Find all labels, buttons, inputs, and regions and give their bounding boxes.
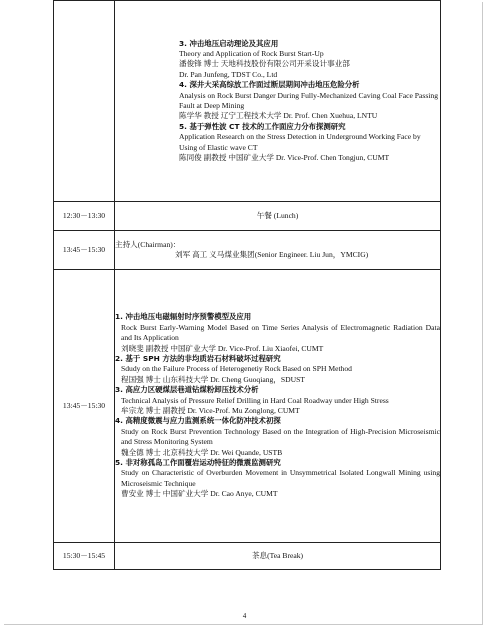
talk-author: 陈同俊 副教授 中国矿业大学 Dr. Vice-Prof. Chen Tongjun, CUMT xyxy=(179,153,390,163)
talk-author: 魏全德 博士 北京科技大学 Dr. Wei Quande, USTB xyxy=(121,447,283,457)
schedule-row-afternoon xyxy=(54,270,441,543)
talk-title: 3. 高应力区硬煤层巷道钻煤粉卸压技术分析 xyxy=(115,385,259,395)
schedule-table xyxy=(53,0,441,570)
schedule-row-morning xyxy=(54,1,441,202)
chair-name: 刘军 高工 义马煤业集团(Senior Engineer. Liu Jun，YMCIG) xyxy=(175,250,369,259)
schedule-row-lunch xyxy=(54,202,441,231)
talk-item xyxy=(115,458,440,500)
talk-item xyxy=(115,416,440,458)
talk-author: 刘晓斐 副教授 中国矿业大学 Dr. Vice-Prof. Liu Xiaofei, CUMT xyxy=(121,343,324,353)
time-cell: 13:45－15:30 xyxy=(54,270,115,543)
talk-item xyxy=(115,312,440,354)
talk-author: 牟宗龙 博士 副教授 Dr. Vice-Prof. Mu Zonglong, CUMT xyxy=(121,406,300,415)
talk-title: 2. 基于 SPH 方法的非均质岩石材料破坏过程研究 xyxy=(115,353,281,363)
schedule-row-tea xyxy=(54,543,441,570)
talk-author: 程国强 博士 山东科技大学 Dr. Cheng Guoqiang，SDUST xyxy=(121,374,305,384)
page-number: 4 xyxy=(242,612,247,620)
content-cell-afternoon xyxy=(115,270,441,543)
time-cell: 12:30－13:30 xyxy=(54,202,115,231)
talk-item xyxy=(179,122,440,164)
chair-label: 主持人(Chairman)： xyxy=(115,239,181,249)
talk-title-en: Study on Characteristic of Overburden Movement in Unsymmetrical Isolated Longwall Mining using Microseismic Technique xyxy=(121,468,440,488)
talk-title: 3. 冲击地压启动理论及其应用 xyxy=(179,38,279,48)
time-cell-empty xyxy=(54,1,115,202)
chair-cell xyxy=(115,231,441,270)
talk-title-en: Rock Burst Early-Warning Model Based on Time Series Analysis of Electromagnetic Radiation Data and Its Application xyxy=(121,322,440,343)
talk-author: 潘俊锋 博士 天地科技股份有限公司开采设计事业部 xyxy=(179,59,350,69)
talk-item xyxy=(179,80,440,122)
talk-author: 陈学华 教授 辽宁工程技术大学 Dr. Prof. Chen Xuehua, LNTU xyxy=(179,111,378,121)
talk-title: 1. 冲击地压电磁辐射时序预警模型及应用 xyxy=(115,312,252,322)
talk-title: 5. 基于弹性波 CT 技术的工作面应力分布探测研究 xyxy=(179,121,346,131)
talk-title-en: Application Research on the Stress Detection in Underground Working Face by Using of Elastic wave CT xyxy=(179,132,421,152)
talk-author: Dr. Pan Junfeng, TDST Co., Ltd xyxy=(179,69,278,79)
talk-title: 4. 深井大采高综放工作面过断层期间冲击地压危险分析 xyxy=(179,80,360,90)
talk-title-en: Study on Rock Burst Prevention Technology Based on the Integration of High-Precision Microseismic and Stress Monitoring System xyxy=(121,426,440,447)
talk-title-en: Analysis on Rock Burst Danger During Fully-Mechanized Caving Coal Face Passing Fault at Deep Mining xyxy=(179,90,438,110)
talk-item xyxy=(115,385,440,416)
schedule-row-chair xyxy=(54,231,441,270)
talk-title-en: Technical Analysis of Pressure Relief Drilling in Hard Coal Roadway under High Stress xyxy=(121,395,389,405)
time-cell: 15:30－15:45 xyxy=(54,543,115,570)
talk-item xyxy=(115,354,440,385)
tea-label: 茶息(Tea Break) xyxy=(115,543,441,570)
lunch-label: 午餐 (Lunch) xyxy=(115,202,441,231)
talk-title: 5. 非对称孤岛工作面覆岩运动特征的微震监测研究 xyxy=(115,458,281,468)
talk-title: 4. 高精度微震与应力监测系统一体化防冲技术初探 xyxy=(115,416,281,426)
talk-author: 曹安业 博士 中国矿业大学 Dr. Cao Anye, CUMT xyxy=(121,489,278,499)
talk-title-en: Theory and Application of Rock Burst Start-Up xyxy=(179,48,324,58)
time-cell: 13:45－15:30 xyxy=(54,231,115,270)
talk-item xyxy=(179,39,440,81)
talk-title-en: Sdudy on the Failure Process of Heterogenetiy Rock Based on SPH Method xyxy=(121,364,352,374)
content-cell-morning xyxy=(115,1,441,202)
